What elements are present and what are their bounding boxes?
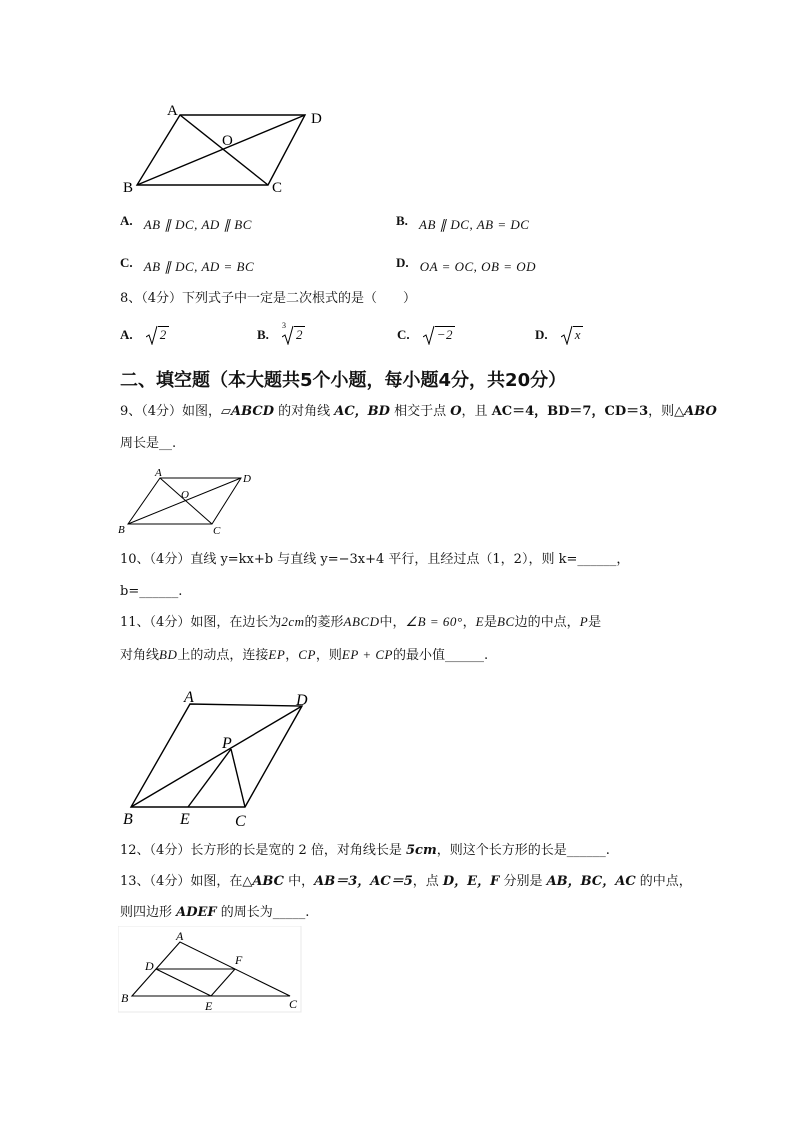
q11-diagonal-bd: [131, 706, 302, 807]
q11-text: 的菱形: [304, 615, 344, 630]
q8-option-d-letter: D.: [535, 327, 548, 342]
q7-option-b-letter: B.: [396, 213, 408, 228]
q9-text: 相交于点: [389, 404, 451, 419]
q8-option-a[interactable]: [120, 324, 169, 345]
q9-triangle: ABO: [684, 404, 717, 419]
q11-text: ，则: [315, 648, 342, 663]
q12-line: [120, 841, 610, 861]
q8-option-d[interactable]: [535, 324, 583, 345]
q11-text: 11、（4分）如图，在边长为: [120, 615, 282, 630]
q13-label-d: D: [145, 959, 154, 973]
radical-sign-icon: [423, 325, 435, 345]
q9-line-1: [120, 402, 717, 422]
q7-option-d[interactable]: [396, 252, 537, 274]
q11-line-1: [120, 612, 601, 633]
q7-label-d: D: [311, 111, 322, 127]
q7-label-b: B: [123, 180, 134, 196]
q11-angle: ∠B = 60°: [405, 614, 463, 629]
q9-diagonal-bd: [128, 478, 241, 524]
q11-side-bc: BC: [497, 614, 515, 629]
q11-label-a: A: [184, 689, 194, 706]
q8-option-b-index: 3: [282, 321, 287, 330]
q8-option-b-radicand: 2: [296, 327, 304, 342]
q11-point-p: P: [579, 614, 589, 629]
q9-label-d: D: [243, 473, 251, 485]
q9-values: AC＝4，BD＝7，CD＝3: [491, 404, 649, 419]
q7-option-b[interactable]: [396, 210, 530, 232]
q13-quadrilateral: ADEF: [176, 905, 217, 920]
q11-line-2: [120, 645, 488, 666]
q10-line-1: 10、（4分）直线 y=kx+b 与直线 y=−3x+4 平行，且经过点（1，2），则 k=______，: [120, 552, 630, 567]
q8-option-a-letter: A.: [120, 327, 133, 342]
q7-option-d-text: OA = OC, OB = OD: [419, 259, 537, 274]
q13-label-b: B: [121, 991, 129, 1005]
radical-sign-icon: [561, 325, 573, 345]
q9-shape: ▱ABCD: [221, 404, 274, 419]
q8-stem: 8、（4分）下列式子中一定是二次根式的是（ ）: [120, 291, 417, 306]
q11-text: ，: [285, 648, 299, 663]
q8-option-c[interactable]: [397, 324, 455, 345]
q13-text: ，点: [412, 874, 443, 889]
q7-label-a: A: [167, 103, 178, 119]
q13-label-f: F: [235, 953, 243, 967]
q13-triangle-figure: [118, 926, 303, 1014]
q13-line-2: [120, 903, 309, 923]
q12-value: 5cm: [405, 843, 437, 858]
q7-parallelogram-figure: [115, 100, 335, 200]
q11-shape: ABCD: [343, 614, 380, 629]
q11-label-e: E: [180, 811, 190, 828]
q7-label-c: C: [272, 180, 283, 196]
q11-text: ，: [462, 615, 476, 630]
q11-point-e: E: [475, 614, 485, 629]
q13-label-c: C: [289, 997, 298, 1011]
q11-label-b: B: [123, 811, 133, 828]
q11-text: 边的中点，: [514, 615, 580, 630]
q8-option-b[interactable]: [257, 321, 305, 345]
q11-side-length: 2cm: [281, 614, 305, 629]
q7-option-b-text: AB ∥ DC, AB = DC: [419, 217, 530, 232]
q9-text: ，则△: [648, 404, 685, 419]
q9-diagonal-ac: [160, 478, 212, 524]
q13-text: 则四边形: [120, 905, 177, 920]
q7-option-d-letter: D.: [396, 255, 409, 270]
q13-triangle: △ABC: [242, 874, 284, 889]
q13-text: 中，: [284, 874, 315, 889]
q9-text: ，且: [461, 404, 492, 419]
q13-points: D，E，F: [442, 874, 500, 889]
q11-rhombus-figure: [118, 686, 318, 831]
q9-label-c: C: [213, 525, 221, 537]
q13-segment-de: [156, 969, 211, 996]
q7-option-a-letter: A.: [120, 213, 133, 228]
q7-label-o: O: [222, 133, 233, 149]
q8-option-c-radicand: −2: [436, 327, 454, 342]
q9-text: 的对角线: [273, 404, 335, 419]
q13-text: 分别是: [499, 874, 547, 889]
q11-text: 是: [484, 615, 498, 630]
q11-label-p: P: [222, 735, 232, 752]
q13-line-1: [120, 872, 692, 892]
q13-label-e: E: [205, 999, 213, 1013]
q7-option-c-text: AB ∥ DC, AD = BC: [143, 259, 255, 274]
q11-label-d: D: [296, 692, 308, 709]
q11-text: 中，: [379, 615, 406, 630]
q13-text: 13、（4分）如图，在: [120, 874, 243, 889]
q7-option-c-letter: C.: [120, 255, 133, 270]
q11-text: 的最小值______.: [392, 648, 489, 663]
q8-option-d-radical: [561, 324, 583, 345]
q7-diagonal-ac: [180, 115, 268, 185]
q9-label-b: B: [118, 524, 125, 536]
q11-text: 上的动点，连接: [177, 648, 269, 663]
q8-option-c-radical: [423, 324, 455, 345]
q11-text: 是: [588, 615, 602, 630]
q9-point-o: O: [450, 404, 462, 419]
q8-option-c-letter: C.: [397, 327, 410, 342]
q7-diagonal-bd: [137, 115, 305, 185]
q11-label-c: C: [235, 813, 246, 830]
q7-option-a-text: AB ∥ DC, AD ∥ BC: [143, 217, 252, 232]
q11-diagonal-bd: BD: [159, 647, 178, 662]
q12-text: 12、（4分）长方形的长是宽的 2 倍，对角线长是: [120, 843, 406, 858]
q9-label-o: O: [181, 489, 189, 501]
q11-sum: EP + CP: [341, 647, 393, 662]
q13-text: 的中点，: [635, 874, 692, 889]
q8-option-a-radicand: 2: [159, 327, 167, 342]
q9-label-a: A: [155, 467, 162, 479]
q9-line-2: 周长是__.: [120, 436, 177, 451]
q7-option-a[interactable]: [120, 210, 252, 232]
section-2-heading: 二、填空题（本大题共5个小题，每小题4分，共20分）: [120, 370, 567, 391]
q9-diagonals: AC，BD: [334, 404, 390, 419]
q13-values: AB＝3，AC＝5: [314, 874, 413, 889]
q13-label-a: A: [176, 929, 184, 943]
q10-line-2: b=______.: [120, 584, 183, 599]
q11-text: 对角线: [120, 648, 160, 663]
q8-option-b-letter: B.: [257, 327, 269, 342]
q9-text: 9、（4分）如图，: [120, 404, 222, 419]
q11-segment-cp: CP: [298, 647, 316, 662]
q13-text: 的周长为_____.: [216, 905, 310, 920]
q8-option-d-radicand: x: [574, 327, 582, 342]
radical-sign-icon: [146, 325, 158, 345]
q11-segment-cp: [231, 749, 245, 807]
q9-parallelogram-figure: [115, 466, 260, 538]
q12-text: ，则这个长方形的长是______.: [436, 843, 610, 858]
q13-sides: AB，BC，AC: [546, 874, 636, 889]
q11-segment-ep: EP: [268, 647, 286, 662]
q11-segment-ep: [188, 749, 231, 807]
q8-option-a-radical: [146, 324, 169, 345]
q8-option-b-radical: [282, 321, 305, 345]
q7-option-c[interactable]: [120, 252, 255, 274]
q13-segment-ef: [211, 969, 235, 996]
